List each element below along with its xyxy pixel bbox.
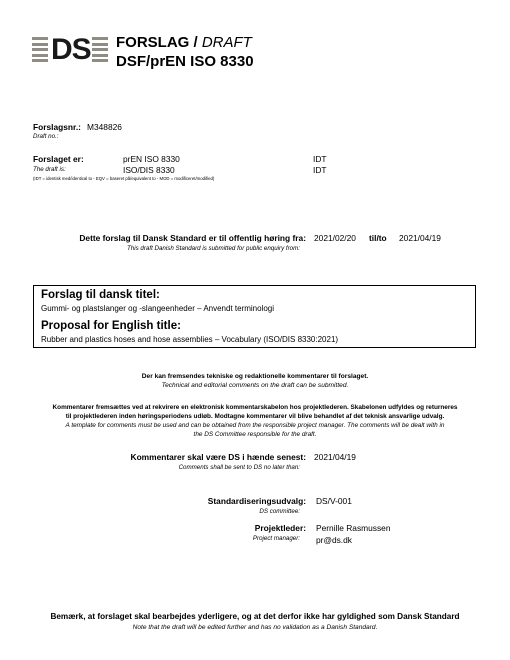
danish-title: Gummi- og plastslanger og -slangeenheder – Anvendt terminologi (41, 304, 275, 313)
enquiry-to-label: til/to (369, 233, 387, 243)
standard-title: DSF/prEN ISO 8330 (116, 53, 254, 70)
logo-text: DS (51, 33, 91, 66)
ds-logo (32, 33, 108, 66)
committee-label: Standardiseringsudvalg: (207, 496, 306, 506)
footer-note: Bemærk, at forslaget skal bearbejdes yderligere, og at det derfor ikke har gyldighed som Dansk Standard (50, 612, 460, 621)
danish-title-heading: Forslag til dansk titel: (41, 289, 160, 301)
proposal-is-value1: prEN ISO 8330 (123, 154, 180, 164)
committee-value: DS/V-001 (316, 496, 352, 506)
comments-line-en: Technical and editorial comments on the draft can be submitted. (161, 382, 349, 389)
proposal-is-label-en: The draft is: (33, 166, 66, 173)
proposal-is-label: Forslaget er: (33, 154, 84, 164)
project-manager-email[interactable]: pr@ds.dk (316, 535, 352, 545)
proposal-no-label-en: Draft no.: (33, 133, 59, 140)
proposal-no-label: Forslagsnr.: (33, 122, 81, 132)
project-manager-label: Projektleder: (254, 523, 306, 533)
project-manager-label-en: Project manager: (252, 535, 300, 542)
enquiry-text-en: This draft Danish Standard is submitted for public enquiry from: (127, 245, 300, 252)
proposal-is-code2: IDT (313, 165, 327, 175)
english-title-heading: Proposal for English title: (41, 320, 181, 332)
draft-label: DRAFT (201, 34, 252, 51)
footer-note-en: Note that the draft will be edited further and has no validation as a Danish Standard. (132, 624, 378, 631)
comments-line: Der kan fremsendes tekniske og redaktionelle kommentarer til forslaget. (141, 373, 369, 380)
title-box (33, 285, 476, 348)
proposal-no-value: M348826 (87, 122, 122, 132)
comments-para-en-1: A template for comments must be used and can be obtained from the responsible project manager. The comments will be dealt with in (65, 422, 445, 429)
project-manager-name: Pernille Rasmussen (316, 523, 391, 533)
deadline-date: 2021/04/19 (314, 452, 356, 462)
document-title: FORSLAG / DRAFT (116, 34, 252, 51)
logo-stripes-right-icon (92, 37, 108, 65)
logo-stripes-left-icon (32, 37, 48, 65)
comments-para-en-2: the DS Committee responsible for the draft. (193, 431, 317, 438)
proposal-is-legend: (IDT = identisk med/identical to - EQV = baseret på/equivalent to - MOD = modificeret/modified) (33, 176, 215, 181)
enquiry-to-date: 2021/04/19 (399, 233, 441, 243)
enquiry-from-date: 2021/02/20 (314, 233, 356, 243)
proposal-is-code1: IDT (313, 154, 327, 164)
comments-para-2: til projektlederen inden høringsperiodens udløb. Modtagne kommentarer vil blive behandlet af det teknisk ansvarlige udvalg. (65, 413, 445, 420)
deadline-label-en: Comments shall be sent to DS no later than: (178, 464, 300, 471)
deadline-label: Kommentarer skal være DS i hænde senest: (130, 452, 306, 462)
english-title: Rubber and plastics hoses and hose assemblies – Vocabulary (ISO/DIS 8330:2021) (41, 335, 339, 344)
committee-label-en: DS committee: (259, 508, 300, 515)
proposal-is-value2: ISO/DIS 8330 (123, 165, 175, 175)
enquiry-text: Dette forslag til Dansk Standard er til offentlig høring fra: (79, 233, 306, 243)
comments-para-1: Kommentarer fremsættes ved at rekvirere en elektronisk kommentarskabelon hos projektlederen. Skabelonen udfyldes og returneres (52, 404, 458, 411)
